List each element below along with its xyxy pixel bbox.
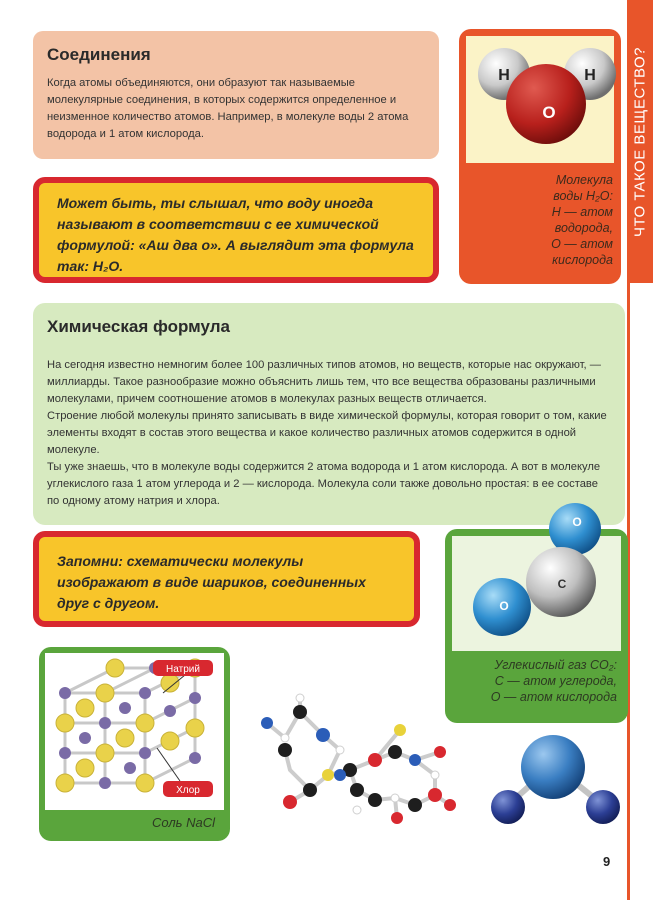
co2-molecule-panel	[445, 515, 628, 723]
remember-callout	[33, 531, 420, 627]
remember-callout-text: Запомни: схематически молекулы изображают в виде шариков, соединенных друг с другом.	[57, 553, 366, 611]
oxygen-label-top: O	[572, 515, 582, 529]
nacl-caption: Соль NaCl	[151, 815, 215, 830]
oxygen-atom-top	[549, 503, 601, 555]
chlorine-label: Хлор	[176, 785, 200, 796]
water-caption-line-2: воды H₂O:	[553, 189, 613, 203]
compounds-title: Соединения	[47, 45, 151, 64]
co2-caption-line-3: O — атом кислорода	[490, 690, 617, 704]
co2-caption-line-1: Углекислый газ CO₂:	[494, 658, 617, 672]
water-molecule-illustration	[466, 36, 614, 163]
water-formula-callout	[33, 177, 439, 283]
carbon-atom	[526, 547, 596, 617]
co2-caption-line-2: C — атом углерода,	[494, 674, 617, 688]
water-molecule-panel	[459, 29, 621, 284]
complex-molecule-illustration	[245, 690, 465, 830]
chemical-formula-title: Химическая формула	[47, 317, 231, 336]
water-caption-line-5: O — атом	[551, 237, 613, 251]
hydrogen-label-right: H	[584, 67, 596, 84]
nacl-crystal-illustration	[45, 653, 224, 810]
side-tab-label-wrap	[627, 0, 653, 283]
chemical-formula-paragraph-2: Строение любой молекулы принято записывать в виде химической формулы, которая говорит о том, какие элементы входят в состав этого вещества и какое количество различных атомов содержится в одной молекуле.	[47, 410, 607, 456]
compounds-section	[33, 31, 439, 159]
oxygen-atom-left	[473, 578, 531, 636]
water-formula-callout-text: Может быть, ты слышал, что воду иногда называют в соответствии с ее химической формулой: «Аш два о». А выглядит эта формула так: H₂O.	[57, 195, 414, 274]
chemical-formula-section	[33, 303, 625, 525]
co2-molecule-illustration	[452, 515, 621, 651]
hydrogen-label-left: H	[498, 67, 510, 84]
nacl-crystal-panel	[39, 647, 230, 841]
oxygen-label: O	[542, 103, 556, 122]
blue-molecule-illustration	[478, 735, 628, 835]
page-number: 9	[603, 854, 611, 869]
carbon-label: C	[557, 577, 567, 591]
blue-molecule-atom-center	[521, 735, 585, 799]
side-tab-label: ЧТО ТАКОЕ ВЕЩЕСТВО?	[631, 46, 649, 237]
chlorine-label-tag	[163, 781, 213, 797]
water-molecule-caption	[459, 172, 613, 268]
oxygen-atom	[506, 64, 586, 144]
blue-molecule-atom-right	[586, 790, 620, 824]
sodium-label: Натрий	[166, 664, 200, 675]
chemical-formula-paragraph-1: На сегодня известно немногим более 100 различных типов атомов, но веществ, которые нас окружают, — миллиарды. Такое разнообразие можно объяснить лишь тем, что все вещества образованы различными молекулами, причем соотношение атомов в молекулах разных веществ отличается.	[47, 359, 601, 405]
oxygen-label-left: O	[499, 599, 509, 613]
water-caption-line-1: Молекула	[555, 173, 613, 187]
chemical-formula-paragraph-3: Ты уже знаешь, что в молекуле воды содержится 2 атома водорода и 1 атом кислорода. А вот в молекуле углекислого газа 1 атом углерода и 2 — кислорода. Молекула соли также довольно простая: в ее составе по одному атому натрия и хлора.	[47, 461, 601, 507]
water-caption-line-3: H — атом	[551, 205, 613, 219]
co2-molecule-caption	[445, 657, 617, 705]
blue-molecule-atom-left	[491, 790, 525, 824]
water-caption-line-6: кислорода	[552, 253, 613, 267]
sodium-label-tag	[153, 660, 213, 676]
compounds-text: Когда атомы объединяются, они образуют так называемые молекулярные соединения, в которых содержится определенное и неизменное количество атомов. Например, в молекуле воды 2 атома водорода и 1 атом кислорода.	[47, 77, 409, 140]
water-caption-line-4: водорода,	[554, 221, 613, 235]
